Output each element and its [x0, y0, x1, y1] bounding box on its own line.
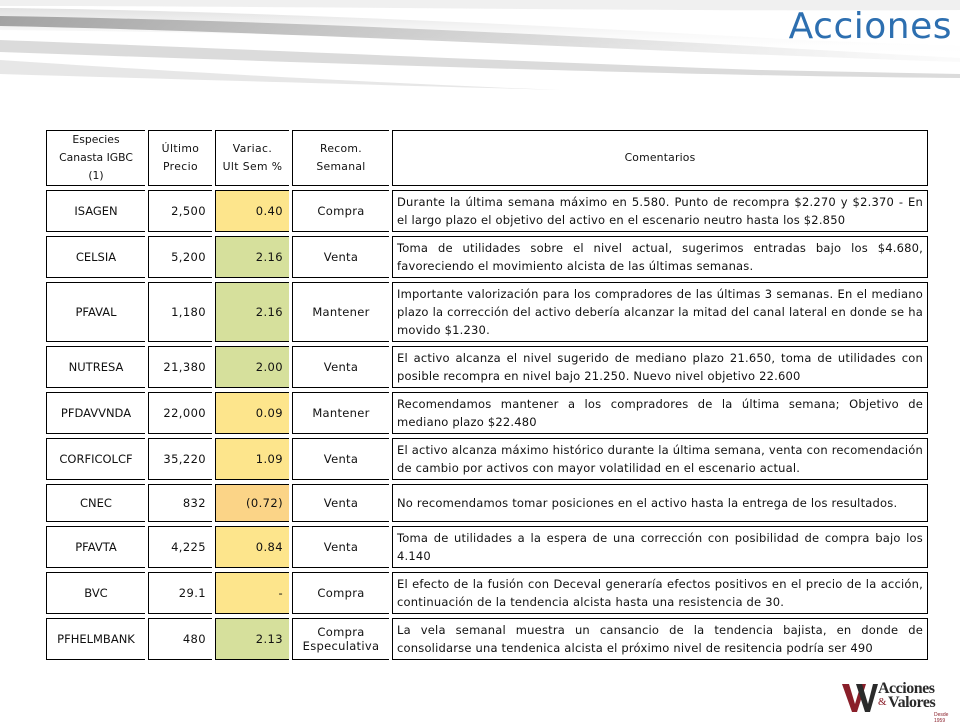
recommendation-text-line2: Especulativa: [302, 639, 380, 653]
header-ultimo-precio: [148, 130, 212, 186]
logo-text-acciones: Acciones: [878, 680, 935, 697]
stock-name-cell: PFAVTA: [46, 526, 145, 568]
stock-name-cell: CNEC: [46, 484, 145, 522]
recommendation-cell: [292, 346, 389, 388]
recommendation-cell: [292, 282, 389, 342]
logo-tagline: Desde 1959: [934, 712, 949, 724]
price-cell: 832: [148, 484, 212, 522]
recommendation-cell: [292, 438, 389, 480]
recommendation-cell: [292, 484, 389, 522]
header-especies: [46, 130, 145, 186]
recommendation-cell: [292, 190, 389, 232]
variation-cell: 0.84: [215, 526, 289, 568]
variation-cell: 2.00: [215, 346, 289, 388]
header-variacion: [215, 130, 289, 186]
recommendation-cell: [292, 618, 389, 660]
header-precio-label: Precio: [162, 160, 199, 173]
variation-cell: 2.13: [215, 618, 289, 660]
header-variac-label: Variac.: [232, 142, 273, 155]
comment-cell: Toma de utilidades a la espera de una corrección con posibilidad de compra bajo los 4.140: [392, 526, 928, 568]
table-row: [46, 572, 928, 614]
comment-cell: El efecto de la fusión con Deceval generaría efectos positivos en el precio de la acción, continuación de la tendencia alcista hasta una resistencia de 30.: [392, 572, 928, 614]
table-row: [46, 526, 928, 568]
recommendation-cell: [292, 526, 389, 568]
table-row: [46, 618, 928, 660]
table-row: [46, 282, 928, 342]
variation-cell: -: [215, 572, 289, 614]
price-cell: 29.1: [148, 572, 212, 614]
table-row: [46, 392, 928, 434]
variation-cell: 1.09: [215, 438, 289, 480]
acciones-valores-logo: [842, 680, 954, 724]
price-cell: 21,380: [148, 346, 212, 388]
recommendation-text: Venta: [323, 452, 359, 466]
stock-name-cell: PFDAVVNDA: [46, 392, 145, 434]
comment-cell: Toma de utilidades sobre el nivel actual, sugerimos entradas bajo los $4.680, favoreciendo el movimiento alcista de las últimas semanas.: [392, 236, 928, 278]
price-cell: 480: [148, 618, 212, 660]
recommendation-text: Compra: [317, 204, 365, 218]
variation-cell: 0.09: [215, 392, 289, 434]
recommendation-text: Venta: [323, 360, 359, 374]
header-ultsem-label: Ult Sem %: [222, 160, 283, 173]
variation-cell: 2.16: [215, 282, 289, 342]
variation-cell: 0.40: [215, 190, 289, 232]
recommendation-text: Mantener: [312, 406, 370, 420]
table-row: [46, 438, 928, 480]
comment-cell: Durante la última semana máximo en 5.580. Punto de recompra $2.270 y $2.370 - En el largo plazo el objetivo del activo en el escenario neutro hasta los $2.850: [392, 190, 928, 232]
stock-name-cell: PFHELMBANK: [46, 618, 145, 660]
comment-cell: Importante valorización para los compradores de las últimas 3 semanas. En el mediano plazo la corrección del activo debería alcanzar la mitad del canal lateral en donde se ha movido $1.230.: [392, 282, 928, 342]
stock-name-cell: NUTRESA: [46, 346, 145, 388]
logo-mark-icon: [842, 682, 878, 714]
price-cell: 4,225: [148, 526, 212, 568]
price-cell: 1,180: [148, 282, 212, 342]
header-especies-label: Especies: [72, 133, 120, 146]
variation-cell: (0.72): [215, 484, 289, 522]
recommendation-cell: [292, 572, 389, 614]
comment-cell: El activo alcanza el nivel sugerido de mediano plazo 21.650, toma de utilidades con posible recompra en nivel bajo 21.250. Nuevo nivel objetivo 22.600: [392, 346, 928, 388]
header-ultimo-label: Último: [161, 142, 200, 155]
stocks-table: [46, 130, 928, 664]
logo-ampersand: &: [878, 696, 887, 708]
comment-cell: Recomendamos mantener a los compradores de la última semana; Objetivo de mediano plazo $22.480: [392, 392, 928, 434]
stock-name-cell: ISAGEN: [46, 190, 145, 232]
logo-text-valores: Valores: [888, 694, 936, 711]
table-row: [46, 346, 928, 388]
header-comentarios: Comentarios: [392, 130, 928, 186]
stock-name-cell: CORFICOLCF: [46, 438, 145, 480]
price-cell: 5,200: [148, 236, 212, 278]
recommendation-text: Compra: [317, 586, 365, 600]
table-row: [46, 236, 928, 278]
recommendation-text: Venta: [323, 540, 359, 554]
table-row: [46, 190, 928, 232]
stock-name-cell: CELSIA: [46, 236, 145, 278]
price-cell: 2,500: [148, 190, 212, 232]
header-canasta-label: Canasta IGBC (1): [59, 151, 133, 182]
header-recomendacion: Recom. Semanal: [292, 130, 389, 186]
recommendation-text: Compra: [317, 625, 365, 639]
price-cell: 22,000: [148, 392, 212, 434]
stock-name-cell: PFAVAL: [46, 282, 145, 342]
recommendation-text: Venta: [323, 496, 359, 510]
comment-cell: No recomendamos tomar posiciones en el activo hasta la entrega de los resultados.: [392, 484, 928, 522]
recommendation-text: Mantener: [312, 305, 370, 319]
table-row: [46, 484, 928, 522]
comment-cell: El activo alcanza máximo histórico durante la última semana, venta con recomendación de cambio por activos con mayor volatilidad en el escenario actual.: [392, 438, 928, 480]
recommendation-cell: [292, 236, 389, 278]
table-header-row: [46, 130, 928, 186]
comment-cell: La vela semanal muestra un cansancio de la tendencia bajista, en donde de consolidarse una tendenica alcista el próximo nivel de resitencia podría ser 490: [392, 618, 928, 660]
stock-name-cell: BVC: [46, 572, 145, 614]
price-cell: 35,220: [148, 438, 212, 480]
recommendation-text: Venta: [323, 250, 359, 264]
slide-title: Acciones: [788, 6, 952, 47]
variation-cell: 2.16: [215, 236, 289, 278]
recommendation-cell: [292, 392, 389, 434]
